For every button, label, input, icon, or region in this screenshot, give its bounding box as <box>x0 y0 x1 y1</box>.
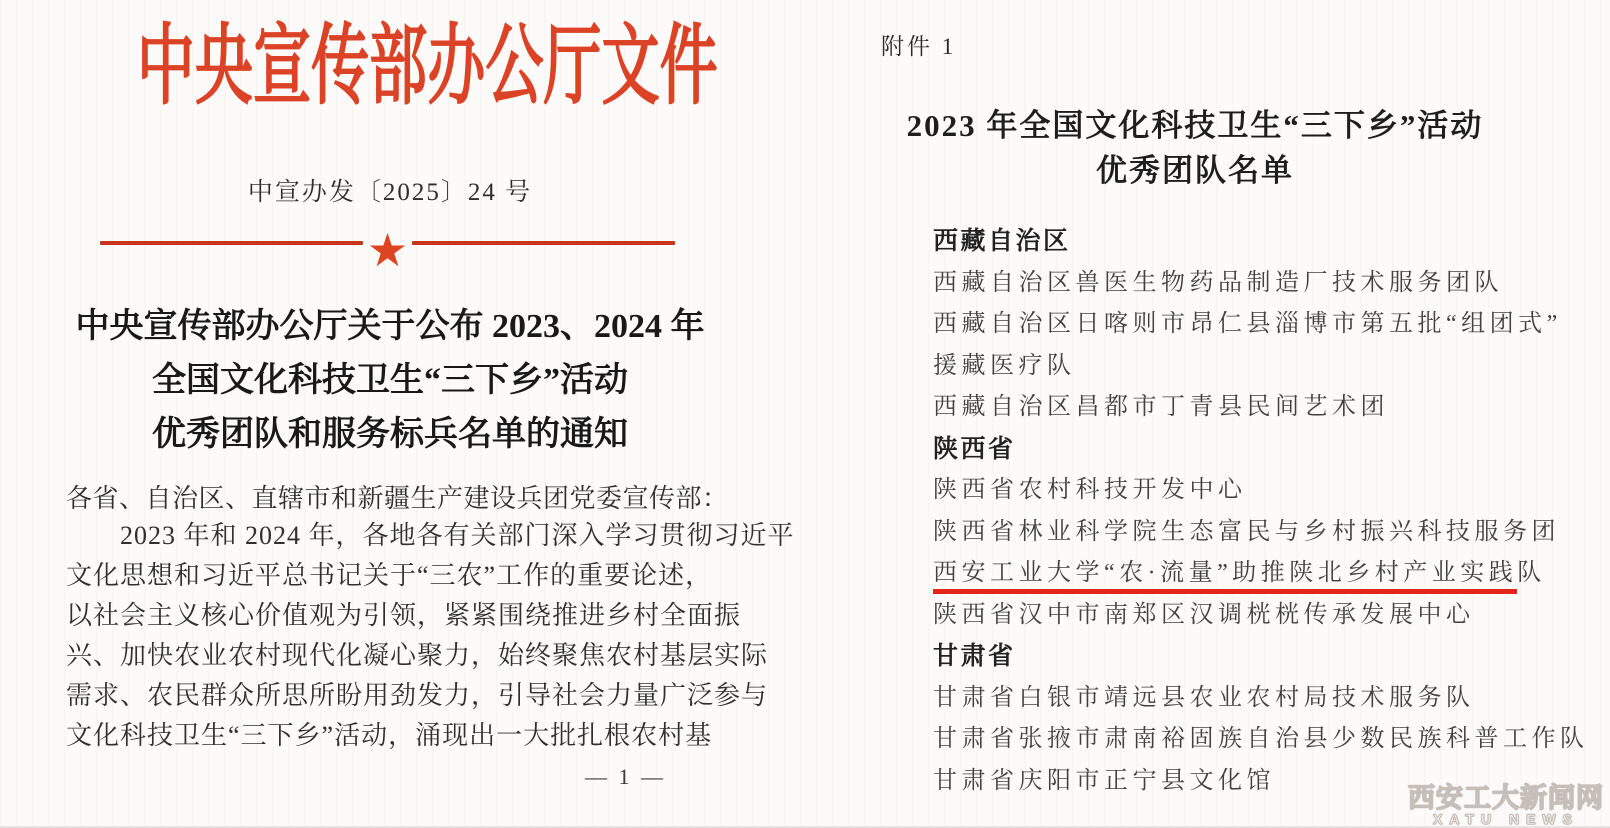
body-line: 以社会主义核心价值观为引领，紧紧围绕推进乡村全面振 <box>66 601 742 630</box>
body-line: 文化思想和习近平总书记关于“三农”工作的重要论述， <box>66 561 713 590</box>
red-divider-rule <box>100 220 675 276</box>
team-list <box>933 221 1589 802</box>
region-header-gansu: 甘肃省 <box>933 643 1016 670</box>
body-line: 兴、加快农业农村现代化凝心聚力，始终聚焦农村基层实际 <box>66 641 769 670</box>
red-rule-left-segment <box>100 241 363 245</box>
notice-title <box>0 300 780 462</box>
attachment-title-line-2: 优秀团队名单 <box>1096 153 1294 188</box>
document-number: 中宣办发〔2025〕24 号 <box>247 179 533 206</box>
team-entry: 甘肃省张掖市肃南裕固族自治县少数民族科普工作队 <box>933 726 1589 752</box>
team-entry: 陕西省汉中市南郑区汉调桄桄传承发展中心 <box>933 601 1475 628</box>
team-entry: 西藏自治区昌都市丁青县民间艺术团 <box>933 394 1389 420</box>
watermark-english: XATU NEWS <box>1433 811 1579 827</box>
team-entry-xatu-highlighted <box>933 553 1583 595</box>
site-watermark <box>1408 785 1604 827</box>
star-icon: ★ <box>366 225 409 276</box>
region-header-shaanxi: 陕西省 <box>933 435 1016 463</box>
attachment-title <box>805 103 1585 193</box>
team-entry: 甘肃省白银市靖远县农业农村局技术服务队 <box>933 684 1475 711</box>
body-line: 2023 年和 2024 年，各地各有关部门深入学习贯彻习近平 <box>120 521 795 550</box>
notice-title-line-2: 全国文化科技卫生“三下乡”活动 <box>152 362 628 399</box>
body-line: 文化科技卫生“三下乡”活动，涌现出一大批扎根农村基 <box>66 721 713 750</box>
notice-title-line-3: 优秀团队和服务标兵名单的通知 <box>152 416 628 453</box>
team-entry: 甘肃省庆阳市正宁县文化馆 <box>933 767 1275 794</box>
team-entry: 陕西省农村科技开发中心 <box>933 477 1247 503</box>
team-entry: 西藏自治区日喀则市昂仁县淄博市第五批“组团式” <box>933 311 1562 337</box>
team-entry: 西藏自治区兽医生物药品制造厂技术服务团队 <box>933 269 1503 296</box>
team-entry-continuation: 援藏医疗队 <box>933 352 1076 379</box>
notice-title-line-1: 中央宣传部办公厅关于公布 2023、2024 年 <box>75 308 705 345</box>
attachment-title-line-1: 2023 年全国文化科技卫生“三下乡”活动 <box>906 108 1484 143</box>
notice-body <box>66 516 795 756</box>
attachment-label: 附件 1 <box>881 34 957 59</box>
region-header-xizang: 西藏自治区 <box>933 228 1071 255</box>
red-rule-right-segment <box>412 241 675 245</box>
body-line: 需求、农民群众所思所盼用劲发力，引导社会力量广泛参与 <box>66 681 769 710</box>
watermark-chinese: 西安工大新闻网 <box>1408 783 1604 813</box>
letterhead-title: 中央宣传部办公厅文件 <box>136 19 718 116</box>
red-underlined-text: 西安工业大学“农·流量”助推陕北乡村产业实践 <box>933 560 1517 594</box>
document-page-right <box>805 0 1610 828</box>
team-entry: 陕西省林业科学院生态富民与乡村振兴科技服务团 <box>933 518 1560 545</box>
highlight-tail-text: 队 <box>1517 560 1546 586</box>
page-number: — 1 — <box>585 764 666 789</box>
salutation-line: 各省、自治区、直辖市和新疆生产建设兵团党委宣传部： <box>66 484 729 513</box>
